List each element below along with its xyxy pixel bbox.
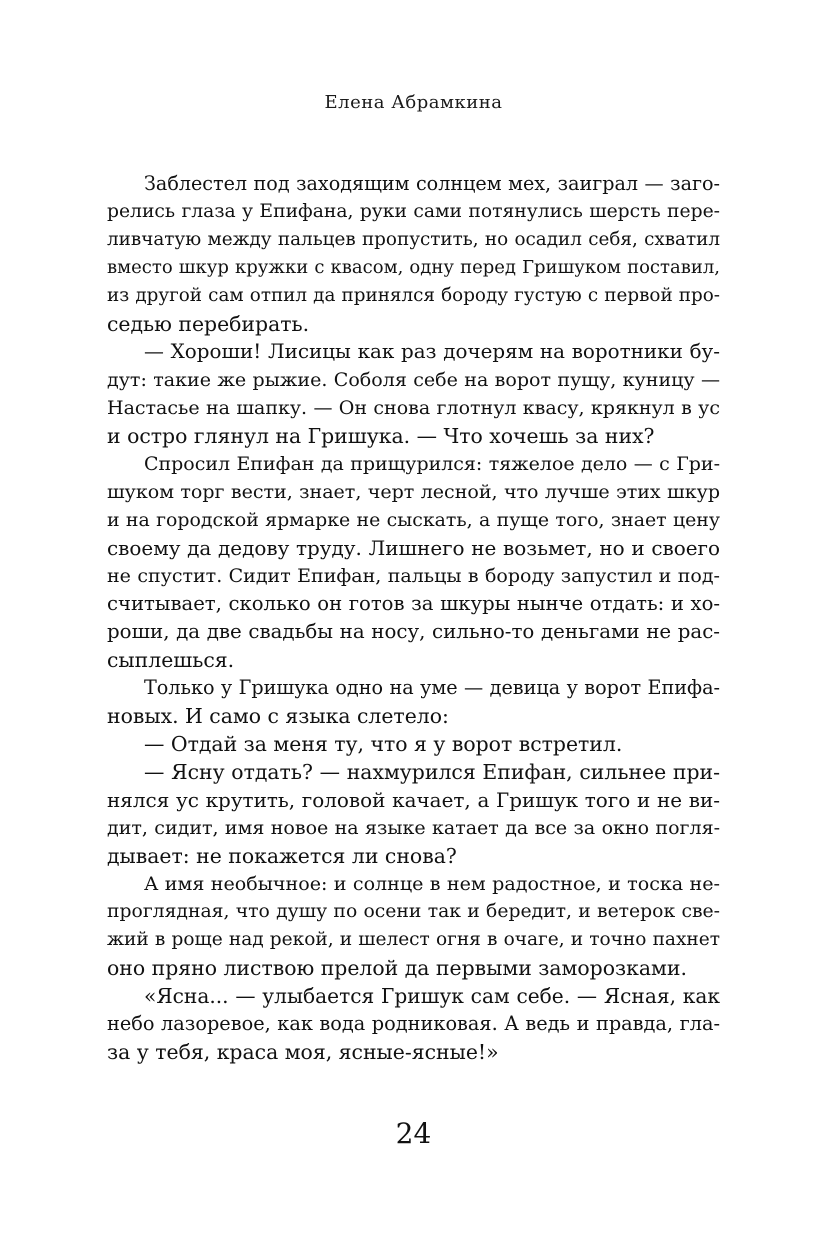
text-line: «Ясна... — улыбается Гришук сам себе. — Ясная, как	[144, 984, 720, 1008]
text-line: дывает: не покажется ли снова?	[107, 844, 457, 868]
text-line: — Отдай за меня ту, что я у ворот встретил.	[144, 732, 623, 756]
text-line: Заблестел под заходящим солнцем мех, заиграл — заго-	[144, 172, 720, 195]
text-line: релись глаза у Епифана, руки сами потянулись шерсть пере-	[107, 201, 720, 222]
text-line: шуком торг вести, знает, черт лесной, что лучше этих шкур	[107, 481, 720, 503]
text-line: сыплешься.	[107, 648, 235, 672]
running-head-author: Елена Абрамкина	[324, 92, 503, 113]
text-line: дит, сидит, имя новое на языке катает да все за окно погля-	[107, 817, 720, 839]
text-line: Только у Гришука одно на уме — девица у ворот Епифа-	[144, 676, 720, 699]
text-line: и на городской ярмарке не сыскать, а пуще того, знает цену	[107, 509, 720, 531]
text-line: — Хороши! Лисицы как раз дочерям на воротники бу-	[144, 340, 720, 363]
text-line: за у тебя, краса моя, ясные-ясные!»	[107, 1040, 499, 1064]
text-line: Спросил Епифан да прищурился: тяжелое дело — с Гри-	[144, 453, 720, 475]
text-line: оно пряно листвою прелой да первыми заморозками.	[107, 956, 687, 980]
text-line: вместо шкур кружки с квасом, одну перед Гришуком поставил,	[107, 257, 720, 278]
text-line: седью перебирать.	[107, 312, 310, 336]
text-line: не спустит. Сидит Епифан, пальцы в бороду запустил и под-	[107, 565, 720, 587]
text-line: считывает, сколько он готов за шкуры нынче отдать: и хо-	[107, 592, 720, 615]
text-line: новых. И само с языка слетело:	[107, 704, 449, 728]
text-line: проглядная, что душу по осени так и бередит, и ветерок све-	[107, 901, 720, 922]
text-line: Настасье на шапку. — Он снова глотнул квасу, крякнул в ус	[107, 397, 720, 419]
text-line: нялся ус крутить, головой качает, а Гришук того и не ви-	[107, 788, 720, 812]
text-line: небо лазоревое, как вода родниковая. А ведь и правда, гла-	[107, 1012, 720, 1035]
text-line: роши, да две свадьбы на носу, сильно-то деньгами не рас-	[107, 620, 720, 643]
text-line: и остро глянул на Гришука. — Что хочешь за них?	[107, 424, 655, 448]
text-line: ливчатую между пальцев пропустить, но осадил себя, схватил	[107, 229, 720, 250]
text-line: из другой сам отпил да принялся бороду густую с первой про-	[107, 285, 720, 306]
text-line: своему да дедову труду. Лишнего не возьмет, но и своего	[107, 536, 720, 560]
page-number: 24	[395, 1117, 432, 1150]
text-line: — Ясну отдать? — нахмурился Епифан, сильнее при-	[144, 760, 720, 784]
text-line: А имя необычное: и солнце в нем радостное, и тоска не-	[144, 873, 720, 895]
text-line: дут: такие же рыжие. Соболя себе на ворот пущу, куницу —	[107, 369, 720, 391]
text-line: жий в роще над рекой, и шелест огня в очаге, и точно пахнет	[107, 929, 720, 950]
